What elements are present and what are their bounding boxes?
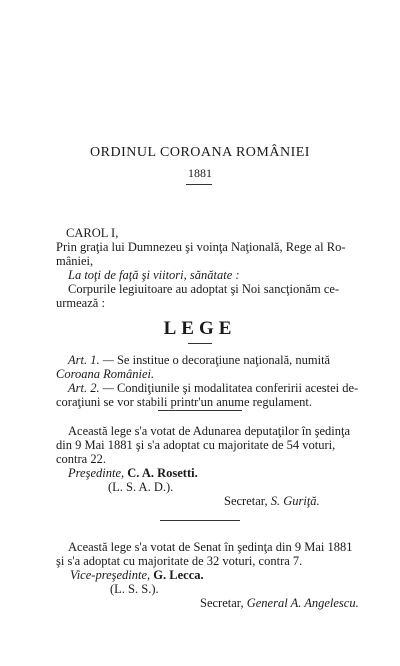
senate-seal: (L. S. S.). [110, 582, 159, 596]
document-title: ORDINUL COROANA ROMÂNIEI [90, 145, 310, 160]
article-1-line-1 [68, 353, 330, 367]
deputies-secretary-label: Secretar, [224, 494, 268, 508]
deputies-divider [160, 520, 240, 521]
article-2-line-2: coraţiuni se vor stabili printr'un anume regulament. [56, 395, 312, 409]
deputies-seal: (L. S. A. D.). [108, 480, 174, 494]
president-name: C. A. Rosetti. [127, 466, 198, 480]
deputies-line-3: contra 22. [56, 452, 106, 466]
deputies-secretary-name: S. Guriţă. [270, 494, 320, 508]
deputies-president [68, 466, 198, 480]
article-2-line-1 [68, 381, 358, 395]
law-divider [188, 343, 212, 344]
article-2-label: Art. 2. — [68, 381, 114, 395]
corpurile-line-2: urmează : [56, 296, 105, 310]
deputies-line-2: din 9 Mai 1881 şi s'a adoptat cu majoritate de 54 voturi, [56, 438, 336, 452]
article-1-label: Art. 1. — [68, 353, 114, 367]
grace-line-1: Prin graţia lui Dumnezeu şi voinţa Naţională, Rege al Ro- [56, 240, 346, 254]
grace-line-2: mâniei, [56, 254, 94, 268]
law-heading: LEGE [163, 318, 237, 339]
articles-divider [158, 410, 242, 411]
greeting: La toţi de faţă şi viitori, sănătate : [68, 268, 240, 282]
deputies-line-1: Această lege s'a votat de Adunarea deputaţilor în şedinţa [68, 424, 351, 438]
deputies-secretary [224, 494, 320, 508]
corpurile-line-1: Corpurile legiuitoare au adoptat şi Noi sancţionăm ce- [68, 282, 340, 296]
senate-line-2: şi s'a adoptat cu majoritate de 32 voturi, contra 7. [56, 554, 303, 568]
senate-vice-president [70, 568, 204, 582]
article-2-text: Condiţiunile şi modalitatea conferirii acestei de- [116, 381, 359, 395]
king-name: CAROL I, [66, 226, 119, 240]
senate-line-1: Această lege s'a votat de Senat în şedinţa din 9 Mai 1881 [68, 540, 353, 554]
senate-secretary-label: Secretar, [200, 596, 244, 610]
vice-president-name: G. Lecca. [153, 568, 204, 582]
title-divider [186, 184, 212, 185]
president-label: Preşedinte, [68, 466, 125, 480]
document-year: 1881 [188, 166, 212, 180]
article-1-text: Se institue o decoraţiune naţională, numită [116, 353, 331, 367]
article-1-line-2: Coroana României. [56, 367, 155, 381]
senate-secretary-name: General A. Angelescu. [246, 596, 359, 610]
vice-president-label: Vice-preşedinte, [70, 568, 151, 582]
senate-secretary [200, 596, 359, 610]
